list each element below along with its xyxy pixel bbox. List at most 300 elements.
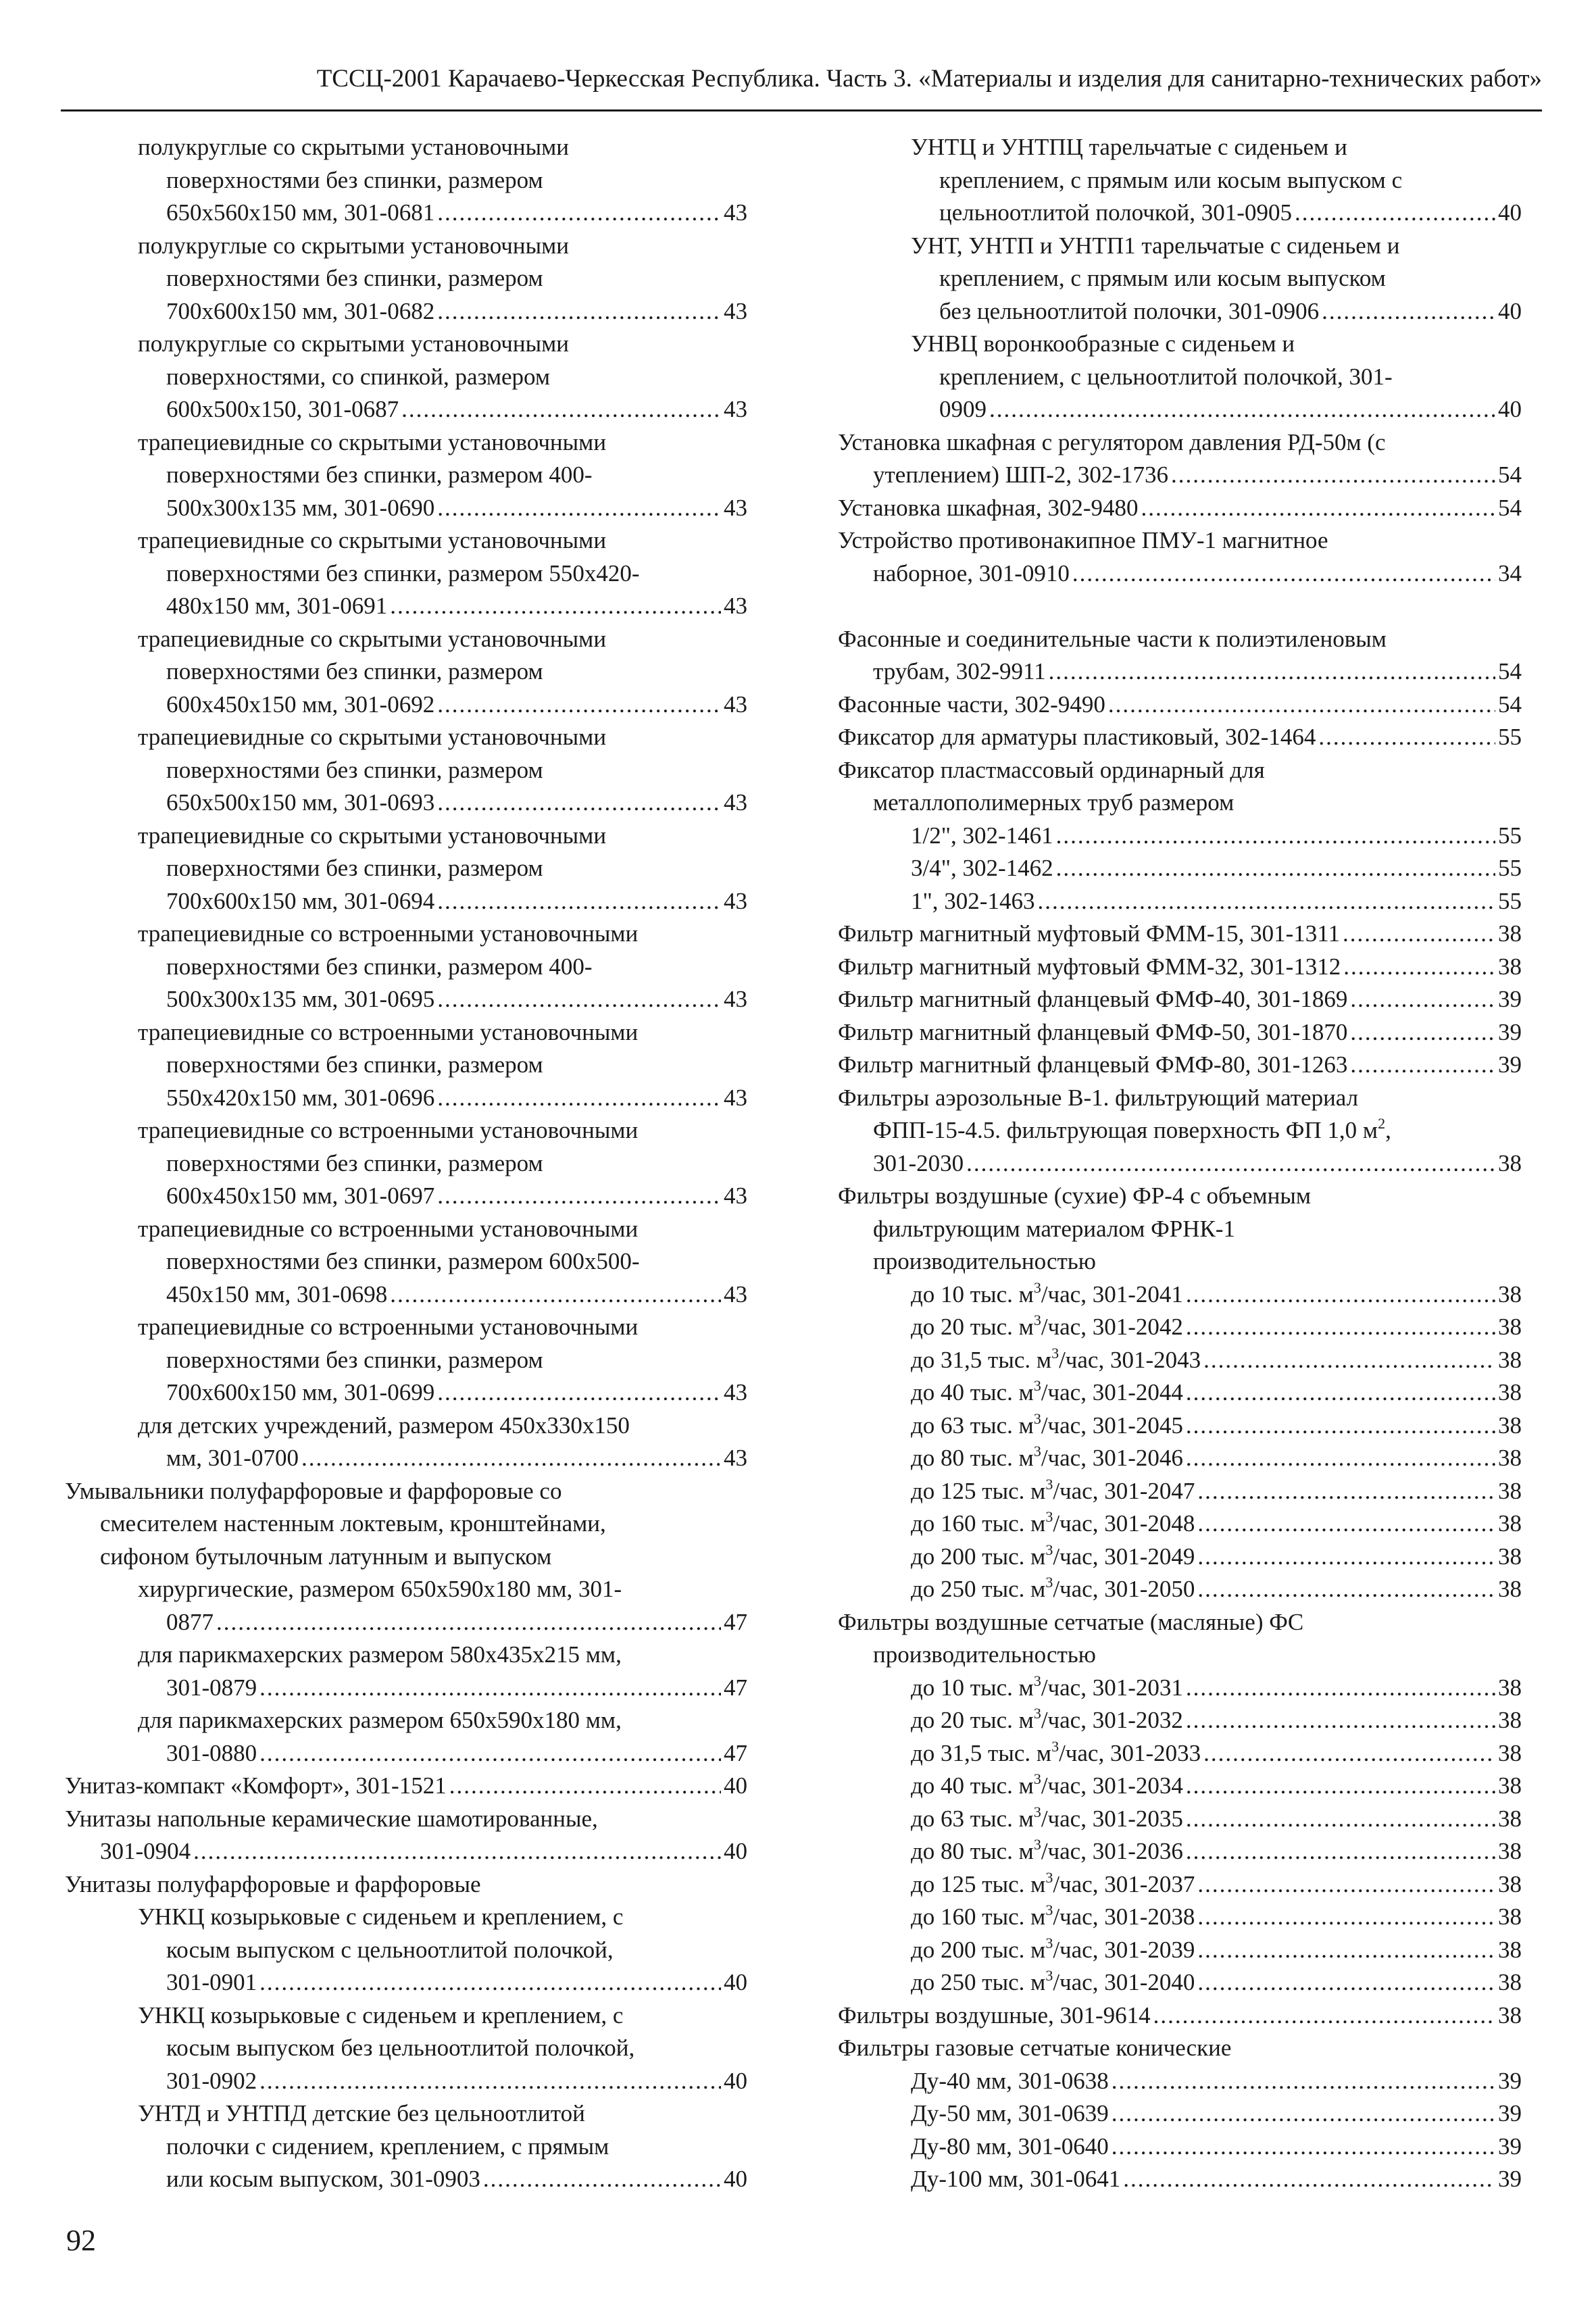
entry-label: утеплением) ШП-2, 302-1736 (873, 462, 1169, 488)
entry-text-line: трапециевидные со встроенными установочными (138, 920, 639, 947)
entry-text-line: Фильтры воздушные (сухие) ФР-4 с объемным (838, 1183, 1312, 1209)
entry-text-line: УНКЦ козырьковые с сиденьем и креплением, с (138, 2001, 624, 2028)
entry-page-line (65, 885, 747, 918)
index-entry (838, 1049, 1522, 1082)
entry-label: 700х600х150 мм, 301-0682 (166, 297, 435, 324)
index-entry (838, 2131, 1522, 2164)
page-reference[interactable]: 38 (1498, 1314, 1522, 1340)
entry-label: до 80 тыс. $м^3$/час, 301-2036 (911, 1836, 1183, 1864)
entry-page-line (838, 393, 1522, 426)
index-entry (838, 820, 1522, 853)
dot-leader (1350, 983, 1495, 1016)
entry-page-line (65, 1376, 747, 1410)
dot-leader (1197, 1966, 1495, 1999)
page-reference[interactable]: 38 (1498, 1445, 1522, 1471)
page-reference[interactable]: 43 (724, 1379, 747, 1405)
page-reference[interactable]: 54 (1498, 658, 1522, 684)
entry-label: до 20 тыс. $м^3$/час, 301-2032 (911, 1705, 1183, 1733)
entry-text-line: трапециевидные со скрытыми установочными (138, 625, 607, 652)
dot-leader (1186, 1410, 1495, 1443)
entry-label: Ду-50 мм, 301-0639 (911, 2100, 1109, 2126)
dot-leader (193, 1835, 721, 1868)
entry-page-line (65, 983, 747, 1016)
entry-label: Установка шкафная, 302-9480 (838, 494, 1139, 521)
index-entry (838, 1803, 1522, 1836)
page-reference[interactable]: 40 (1498, 396, 1522, 422)
dot-leader (401, 393, 721, 426)
entry-label: мм, 301-0700 (166, 1445, 299, 1471)
index-entry (65, 1213, 747, 1312)
entry-label: до 200 тыс. $м^3$/час, 301-2039 (911, 1934, 1195, 1963)
entry-text-line: Фильтры воздушные сетчатые (масляные) ФС (838, 1608, 1304, 1635)
entry-page-line (838, 721, 1522, 754)
entry-text-line: трапециевидные со встроенными установочными (138, 1215, 639, 1242)
entry-page-line (838, 689, 1522, 722)
entry-text-line: УНТЦ и УНТПЦ тарельчатые с сиденьем и (911, 134, 1347, 160)
page-reference[interactable]: 38 (1498, 1543, 1522, 1570)
dot-leader (1322, 295, 1495, 328)
entry-label: 301-0902 (166, 2067, 257, 2094)
entry-label: 301-0901 (166, 1969, 257, 1995)
page-reference[interactable]: 38 (1498, 1674, 1522, 1701)
entry-label: до 125 тыс. $м^3$/час, 301-2037 (911, 1868, 1195, 1897)
index-entry (65, 820, 747, 918)
entry-page-line (65, 393, 747, 426)
page-reference[interactable]: 47 (724, 1674, 747, 1701)
page-reference[interactable]: 39 (1498, 2100, 1522, 2126)
index-entry (65, 2097, 747, 2196)
entry-text-line: сифоном бутылочным латунным и выпуском (100, 1543, 552, 1570)
page-reference[interactable]: 39 (1498, 1018, 1522, 1045)
index-entry (838, 1737, 1522, 1770)
dot-leader (301, 1442, 721, 1475)
page-reference[interactable]: 38 (1498, 1576, 1522, 1602)
index-entry (65, 1573, 747, 1639)
dot-leader (1186, 1704, 1495, 1737)
entry-label: 1", 302-1463 (911, 887, 1035, 914)
entry-label: Унитаз-компакт «Комфорт», 301-1521 (65, 1772, 447, 1799)
index-entry (65, 1410, 747, 1475)
page-reference[interactable]: 40 (1498, 297, 1522, 324)
entry-page-line (838, 1672, 1522, 1705)
entry-page-line (838, 2097, 1522, 2131)
dot-leader (1197, 1573, 1495, 1606)
entry-text-line: креплением, с прямым или косым выпуском с (939, 166, 1403, 193)
page-reference[interactable]: 43 (724, 1084, 747, 1111)
dot-leader (1343, 918, 1495, 951)
page-reference[interactable]: 47 (724, 1739, 747, 1766)
page-reference[interactable]: 38 (1498, 1346, 1522, 1373)
entry-page-line (838, 1999, 1522, 2033)
entry-label: 0909 (939, 396, 987, 422)
entry-label: до 40 тыс. $м^3$/час, 301-2044 (911, 1377, 1183, 1405)
index-entry (838, 1278, 1522, 1312)
entry-label: 301-0880 (166, 1739, 257, 1766)
dot-leader (1049, 655, 1495, 689)
entry-page-line (65, 1278, 747, 1312)
entry-label: наборное, 301-0910 (873, 559, 1070, 587)
entry-label: Ду-40 мм, 301-0638 (911, 2067, 1109, 2094)
dot-leader (1186, 1835, 1495, 1868)
page-reference[interactable]: 34 (1498, 559, 1522, 587)
dot-leader (989, 393, 1495, 426)
entry-page-line (838, 2065, 1522, 2098)
page-reference[interactable]: 38 (1498, 1412, 1522, 1439)
index-entry (838, 1835, 1522, 1868)
page-reference[interactable]: 38 (1498, 2001, 1522, 2028)
entry-label: Фильтр магнитный фланцевый ФМФ-80, 301-1263 (838, 1051, 1348, 1078)
index-entry (838, 492, 1522, 525)
entry-text-line: смесителем настенным локтевым, кронштейнами, (100, 1510, 606, 1537)
dot-leader (1056, 820, 1495, 853)
entry-page-line (65, 689, 747, 722)
index-entry (65, 1016, 747, 1115)
page-reference[interactable]: 38 (1498, 1739, 1522, 1766)
index-entry (838, 1016, 1522, 1049)
entry-page-line (838, 557, 1522, 591)
index-entry (838, 2065, 1522, 2098)
entry-label: трубам, 302-9911 (873, 658, 1046, 684)
dot-leader (1037, 885, 1495, 918)
page-reference[interactable]: 40 (724, 2067, 747, 2094)
dot-leader (259, 1672, 721, 1705)
index-entry (65, 230, 747, 328)
entry-label: 700х600х150 мм, 301-0699 (166, 1379, 435, 1405)
entry-label: до 63 тыс. $м^3$/час, 301-2045 (911, 1410, 1183, 1439)
entry-page-line (838, 1475, 1522, 1508)
index-entry (838, 1934, 1522, 1967)
entry-label: до 40 тыс. $м^3$/час, 301-2034 (911, 1770, 1183, 1799)
entry-page-line (838, 1934, 1522, 1967)
dot-leader (259, 1737, 721, 1770)
page-reference[interactable]: 38 (1498, 1838, 1522, 1864)
page-reference[interactable]: 47 (724, 1608, 747, 1635)
entry-page-line (65, 197, 747, 230)
page-reference[interactable]: 38 (1498, 1477, 1522, 1504)
entry-text-line: трапециевидные со встроенными установочными (138, 1018, 639, 1045)
entry-label: 600х450х150 мм, 301-0692 (166, 691, 435, 718)
entry-text-line: производительностью (873, 1641, 1096, 1668)
dot-leader (1112, 2131, 1495, 2164)
entry-label: 700х600х150 мм, 301-0694 (166, 887, 435, 914)
index-entry (65, 623, 747, 722)
dot-leader (1318, 721, 1495, 754)
index-entry (65, 1114, 747, 1213)
entry-text-line: поверхностями без спинки, размером 550х420- (166, 559, 640, 587)
dot-leader (437, 787, 721, 820)
index-entry (65, 1868, 747, 1901)
entry-text-line: поверхностями без спинки, размером (166, 1149, 543, 1176)
page-reference[interactable]: 43 (724, 396, 747, 422)
entry-text-line: поверхностями, со спинкой, размером (166, 363, 551, 390)
entry-label: Фильтр магнитный фланцевый ФМФ-50, 301-1870 (838, 1018, 1348, 1045)
index-entry (65, 524, 747, 623)
dot-leader (1072, 557, 1495, 591)
page-reference[interactable]: 54 (1498, 462, 1522, 488)
entry-page-line (838, 1410, 1522, 1443)
entry-label: 650х560х150 мм, 301-0681 (166, 199, 435, 226)
index-entry (838, 2032, 1522, 2065)
page-reference[interactable]: 39 (1498, 2067, 1522, 2094)
entry-label: Фильтр магнитный муфтовый ФММ-32, 301-1312 (838, 953, 1341, 980)
page-reference[interactable]: 38 (1498, 953, 1522, 980)
dot-leader (1343, 951, 1495, 984)
dot-leader (437, 197, 721, 230)
page-reference[interactable]: 38 (1498, 1870, 1522, 1897)
page-reference[interactable]: 43 (724, 986, 747, 1012)
dot-leader (1186, 1672, 1495, 1705)
entry-text-line: поверхностями без спинки, размером 400- (166, 462, 593, 488)
entry-text-line: поверхностями без спинки, размером 600х500- (166, 1248, 640, 1274)
dot-leader (1186, 1442, 1495, 1475)
entry-label: до 31,5 тыс. $м^3$/час, 301-2033 (911, 1737, 1201, 1766)
index-entry (838, 230, 1522, 328)
page-reference[interactable]: 40 (724, 1838, 747, 1864)
entry-page-line (65, 1442, 747, 1475)
entry-label: цельноотлитой полочкой, 301-0905 (939, 199, 1292, 226)
index-entry (838, 623, 1522, 689)
page-reference[interactable]: 43 (724, 887, 747, 914)
entry-text-line: Установка шкафная с регулятором давления РД-50м (с (838, 428, 1386, 455)
index-entry (838, 1901, 1522, 1934)
entry-label: или косым выпуском, 301-0903 (166, 2166, 480, 2192)
entry-page-line (838, 1376, 1522, 1410)
entry-text-line: поверхностями без спинки, размером (166, 1051, 543, 1078)
index-entry (65, 1704, 747, 1770)
index-column-left (65, 131, 747, 2196)
index-entry (838, 1541, 1522, 1574)
dot-leader (1350, 1016, 1495, 1049)
page-reference[interactable]: 38 (1498, 1280, 1522, 1308)
entry-text-line: УНТД и УНТПД детские без цельноотлитой (138, 2100, 585, 2126)
index-entry (65, 426, 747, 525)
page-reference[interactable]: 43 (724, 1280, 747, 1308)
page-reference[interactable]: 40 (724, 1772, 747, 1799)
entry-label: до 250 тыс. $м^3$/час, 301-2040 (911, 1967, 1195, 1995)
dot-leader (1295, 197, 1495, 230)
dot-leader (259, 1966, 721, 1999)
dot-leader (1186, 1311, 1495, 1344)
entry-label: до 160 тыс. $м^3$/час, 301-2048 (911, 1508, 1195, 1537)
entry-label: 301-2030 (873, 1149, 964, 1176)
entry-page-line (65, 1180, 747, 1213)
dot-leader (1197, 1475, 1495, 1508)
page-reference[interactable]: 38 (1498, 1149, 1522, 1176)
entry-text-line: трапециевидные со скрытыми установочными (138, 428, 607, 455)
page-reference[interactable]: 39 (1498, 1051, 1522, 1078)
page-reference[interactable]: 43 (724, 199, 747, 226)
entry-page-line (65, 492, 747, 525)
page-reference[interactable]: 54 (1498, 494, 1522, 521)
entry-label: 600х500х150, 301-0687 (166, 396, 399, 422)
entry-label: до 10 тыс. $м^3$/час, 301-2041 (911, 1278, 1183, 1308)
page-reference[interactable]: 40 (1498, 199, 1522, 226)
page-reference[interactable]: 43 (724, 494, 747, 521)
entry-label: Фильтры воздушные, 301-9614 (838, 2001, 1151, 2028)
index-entry (838, 689, 1522, 722)
page-reference[interactable]: 38 (1498, 920, 1522, 947)
entry-page-line (65, 295, 747, 328)
entry-page-line (838, 1016, 1522, 1049)
dot-leader (1186, 1376, 1495, 1410)
page-reference[interactable]: 39 (1498, 986, 1522, 1012)
page-reference[interactable]: 43 (724, 691, 747, 718)
entry-text-line: креплением, с цельноотлитой полочкой, 301- (939, 363, 1393, 390)
entry-page-line (65, 1737, 747, 1770)
page-reference[interactable]: 40 (724, 1969, 747, 1995)
page-reference[interactable]: 39 (1498, 2166, 1522, 2192)
entry-text-line: для детских учреждений, размером 450х330х150 (138, 1412, 630, 1439)
index-entry (838, 1410, 1522, 1443)
dot-leader (437, 295, 721, 328)
index-entry (838, 918, 1522, 951)
page-reference[interactable]: 38 (1498, 1379, 1522, 1405)
entry-label: до 20 тыс. $м^3$/час, 301-2042 (911, 1312, 1183, 1340)
page-reference[interactable]: 38 (1498, 1707, 1522, 1733)
page-reference[interactable]: 43 (724, 1445, 747, 1471)
entry-label: 650х500х150 мм, 301-0693 (166, 789, 435, 816)
index-entry (838, 1311, 1522, 1344)
index-entry (838, 1573, 1522, 1606)
page-reference[interactable]: 38 (1498, 1903, 1522, 1930)
page-reference[interactable]: 55 (1498, 887, 1522, 914)
index-entry (838, 1180, 1522, 1278)
entry-text-line: ФПП-15-4.5. фильтрующая поверхность ФП 1,0 $м^2$, (873, 1115, 1391, 1143)
entry-label: 550х420х150 мм, 301-0696 (166, 1084, 435, 1111)
page-reference[interactable]: 38 (1498, 1510, 1522, 1537)
dot-leader (1186, 1803, 1495, 1836)
dot-leader (437, 1082, 721, 1115)
entry-page-line (838, 1344, 1522, 1377)
page-reference[interactable]: 38 (1498, 1805, 1522, 1832)
index-entry (65, 1803, 747, 1868)
entry-label: Фиксатор для арматуры пластиковый, 302-1464 (838, 724, 1316, 750)
entry-page-line (838, 655, 1522, 689)
entry-page-line (838, 295, 1522, 328)
entry-label: без цельноотлитой полочки, 301-0906 (939, 297, 1320, 324)
entry-text-line: поверхностями без спинки, размером 400- (166, 953, 593, 980)
entry-text-line: креплением, с прямым или косым выпуском (939, 265, 1386, 291)
page-reference[interactable]: 43 (724, 1183, 747, 1209)
entry-label: Фильтр магнитный муфтовый ФММ-15, 301-1311 (838, 920, 1340, 947)
entry-label: 500х300х135 мм, 301-0695 (166, 986, 435, 1012)
index-entry (65, 328, 747, 426)
entry-text-line: Умывальники полуфарфоровые и фарфоровые со (65, 1477, 562, 1504)
page-reference[interactable]: 54 (1498, 691, 1522, 718)
page-reference[interactable]: 55 (1498, 724, 1522, 750)
index-entry (65, 1475, 747, 1574)
entry-text-line: фильтрующим материалом ФРНК-1 (873, 1215, 1236, 1242)
index-entry (65, 1639, 747, 1704)
index-column-right (838, 131, 1522, 2196)
entry-label: до 125 тыс. $м^3$/час, 301-2047 (911, 1475, 1195, 1504)
dot-leader (437, 689, 721, 722)
index-entry (65, 1999, 747, 2098)
entry-page-line (838, 1737, 1522, 1770)
entry-label: до 63 тыс. $м^3$/час, 301-2035 (911, 1803, 1183, 1832)
index-entry (65, 131, 747, 230)
entry-page-line (838, 1803, 1522, 1836)
index-entry (838, 1475, 1522, 1508)
entry-page-line (838, 492, 1522, 525)
dot-leader (1197, 1541, 1495, 1574)
entry-page-line (65, 1082, 747, 1115)
index-entry (838, 983, 1522, 1016)
entry-text-line: Унитазы напольные керамические шамотированные, (65, 1805, 598, 1832)
entry-label: до 31,5 тыс. $м^3$/час, 301-2043 (911, 1344, 1201, 1373)
index-entry (838, 951, 1522, 984)
entry-label: Фильтр магнитный фланцевый ФМФ-40, 301-1869 (838, 986, 1348, 1012)
page-reference[interactable]: 38 (1498, 1969, 1522, 1995)
page-reference[interactable]: 43 (724, 297, 747, 324)
entry-text-line: УНВЦ воронкообразные с сиденьем и (911, 330, 1295, 357)
entry-page-line (838, 1278, 1522, 1312)
entry-text-line: поверхностями без спинки, размером (166, 166, 543, 193)
entry-page-line (838, 197, 1522, 230)
dot-leader (1123, 2163, 1495, 2196)
index-entry (838, 524, 1522, 590)
entry-page-line (838, 852, 1522, 885)
dot-leader (1186, 1770, 1495, 1803)
dot-leader (449, 1770, 721, 1803)
entry-text-line: УНКЦ козырьковые с сиденьем и креплением, с (138, 1903, 624, 1930)
entry-label: 1/2", 302-1461 (911, 822, 1053, 849)
page-reference[interactable]: 43 (724, 593, 747, 619)
entry-page-line (838, 951, 1522, 984)
entry-page-line (838, 1966, 1522, 1999)
entry-page-line (65, 1966, 747, 1999)
page-reference[interactable]: 39 (1498, 2133, 1522, 2160)
page-number: 92 (66, 2224, 96, 2257)
entry-page-line (65, 1672, 747, 1705)
entry-page-line (838, 1541, 1522, 1574)
page-reference[interactable]: 55 (1498, 822, 1522, 849)
entry-page-line (838, 459, 1522, 492)
entry-text-line: полукруглые со скрытыми установочными (138, 330, 570, 357)
entry-label: Ду-80 мм, 301-0640 (911, 2133, 1109, 2160)
dot-leader (216, 1606, 721, 1639)
page-reference[interactable]: 38 (1498, 1936, 1522, 1963)
entry-label: Фасонные части, 302-9490 (838, 691, 1105, 718)
index-entry (838, 1606, 1522, 1672)
entry-label: до 250 тыс. $м^3$/час, 301-2050 (911, 1574, 1195, 1602)
dot-leader (1350, 1049, 1495, 1082)
entry-text-line: Унитазы полуфарфоровые и фарфоровые (65, 1870, 481, 1897)
entry-label: до 10 тыс. $м^3$/час, 301-2031 (911, 1672, 1183, 1701)
index-entry (838, 131, 1522, 230)
entry-page-line (65, 1770, 747, 1803)
entry-page-line (65, 2163, 747, 2196)
page-reference[interactable]: 43 (724, 789, 747, 816)
entry-page-line (838, 1868, 1522, 1901)
dot-leader (437, 492, 721, 525)
index-entry (65, 1901, 747, 1999)
entry-text-line: поверхностями без спинки, размером (166, 265, 543, 291)
entry-text-line: Фиксатор пластмассовый ординарный для (838, 756, 1265, 783)
entry-page-line (838, 2163, 1522, 2196)
entry-page-line (65, 1835, 747, 1868)
entry-label: Ду-100 мм, 301-0641 (911, 2166, 1121, 2192)
page-reference[interactable]: 40 (724, 2166, 747, 2192)
entry-page-line (838, 1901, 1522, 1934)
entry-page-line (838, 1704, 1522, 1737)
index-entry (65, 1311, 747, 1410)
index-entry (838, 1082, 1522, 1180)
entry-page-line (838, 885, 1522, 918)
page-reference[interactable]: 38 (1498, 1772, 1522, 1799)
entry-text-line: трапециевидные со встроенными установочными (138, 1117, 639, 1143)
page-reference[interactable]: 55 (1498, 855, 1522, 881)
